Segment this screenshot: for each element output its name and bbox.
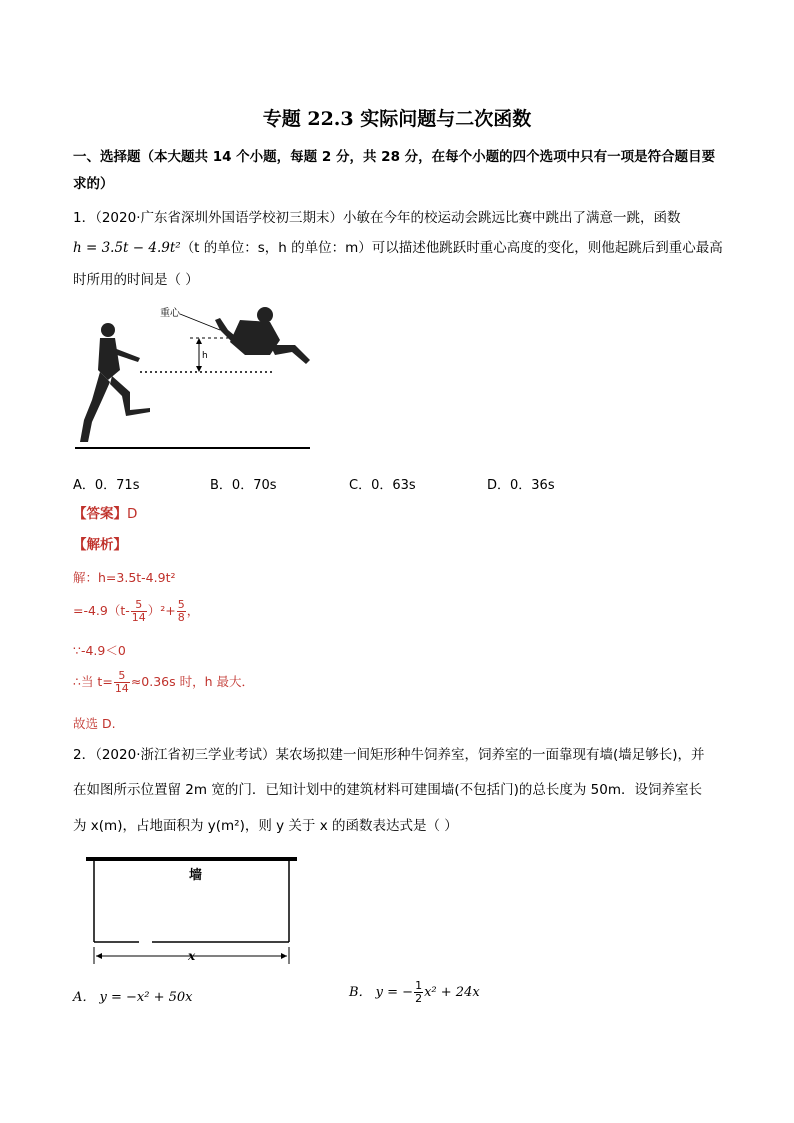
fraction-numerator: 5: [114, 670, 130, 683]
q2-wall-figure: [84, 852, 299, 970]
sol4-part-b: ≈0.36s 时，h 最大．: [130, 674, 254, 689]
q2-line2: 在如图所示位置留 2m 宽的门．已知计划中的建筑材料可建围墙(不包括门)的总长度为 50m．设饲养室长: [73, 782, 702, 798]
q1-line3: 时所用的时间是（ ）: [73, 272, 199, 288]
q2-line3: 为 x(m)，占地面积为 y(m²)，则 y 关于 x 的函数表达式是（ ）: [73, 818, 458, 834]
q1-solution-2: [73, 596, 199, 626]
q1-solution-1: 解：h=3.5t-4.9t²: [73, 570, 176, 585]
sol2-part-c: ，: [186, 603, 200, 618]
q1-solution-5: 故选 D.: [73, 716, 116, 731]
q1-solution-4: [73, 667, 254, 697]
q1-option-b: B．0．70s: [210, 478, 277, 493]
answer-value: D: [127, 506, 138, 522]
q2-option-a-text: A． y = −x² + 50x: [73, 990, 193, 1005]
section-header-line2: 求的）: [73, 176, 114, 192]
fraction-5-14: [131, 599, 147, 624]
q2-option-b: [349, 978, 480, 1008]
sol2-part-a: =-4.9（t-: [73, 603, 130, 618]
fraction-1-2: [414, 980, 423, 1005]
q2-figure-x-label: x: [188, 949, 196, 963]
answer-tag: 【答案】: [73, 506, 127, 522]
page-title: 专题 22.3 实际问题与二次函数: [262, 108, 532, 130]
q1-analysis-tag: [73, 535, 127, 555]
q2-figure-wall-label: 墙: [189, 868, 203, 883]
fraction-denominator: 8: [177, 611, 185, 624]
fraction-numerator: 5: [177, 598, 185, 611]
section-header-line1: 一、选择题（本大题共 14 个小题，每题 2 分，共 28 分，在每个小题的四个选项中只有一项是符合题目要: [73, 149, 716, 165]
q1-line1: 1．（2020·广东省深圳外国语学校初三期末）小敏在今年的校运动会跳远比赛中跳出了满意一跳，函数: [73, 210, 681, 226]
q1-line2-rest: （t 的单位：s，h 的单位：m）可以描述他跳跃时重心高度的变化，则他起跳后到重心最高: [180, 240, 723, 256]
q1-option-c: C．0．63s: [349, 478, 416, 493]
fraction-5-8: [177, 599, 186, 624]
q1-answer: [73, 504, 137, 524]
fraction-numerator: 1: [415, 979, 423, 992]
fraction-numerator: 5: [131, 599, 147, 612]
sol4-part-a: ∴当 t=: [73, 674, 113, 689]
fraction-denominator: 14: [131, 611, 146, 624]
q1-solution-3: ∵-4.9＜0: [73, 643, 126, 658]
q1-option-d: D．0．36s: [487, 478, 555, 493]
q2-option-b-part-b: x² + 24x: [424, 985, 480, 1000]
analysis-tag: 【解析】: [73, 537, 127, 553]
q1-figure-center-label: 重心: [160, 308, 180, 319]
q1-line2: [73, 238, 723, 258]
q1-figure-h-label: h: [202, 351, 208, 361]
fraction-denominator: 14: [114, 682, 129, 695]
fraction-denominator: 2: [415, 992, 423, 1005]
q1-long-jump-figure: [70, 300, 315, 455]
sol2-part-b: ）²+: [147, 603, 176, 618]
q1-formula: h = 3.5t − 4.9t²: [73, 240, 181, 256]
q2-option-b-part-a: B． y = −: [349, 985, 414, 1000]
q2-option-a: [73, 986, 193, 1005]
q2-line1: 2．（2020·浙江省初三学业考试）某农场拟建一间矩形种牛饲养室，饲养室的一面靠现有墙(墙足够长)，并: [73, 747, 705, 763]
fraction-5-14: [114, 670, 130, 695]
q1-option-a: A．0．71s: [73, 478, 140, 493]
